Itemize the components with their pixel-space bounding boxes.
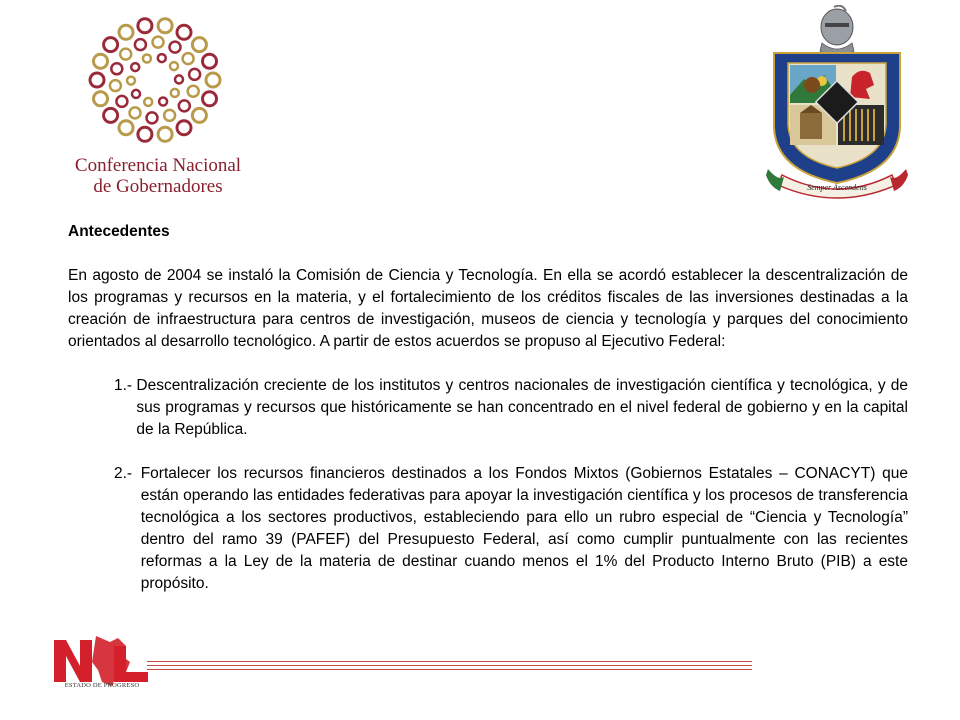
swirl-mark [171, 89, 179, 97]
swirl-mark [94, 54, 108, 68]
list-item-text: Fortalecer los recursos financieros destinados a los Fondos Mixtos (Gobiernos Estatales – CONACYT) que están operando las entidades federativas para apoyar la investigación científica y los procesos de transferencia tecnológica a los sectores productivos, estableciendo para ello un rubro especial de “Ciencia y Tecnología” dentro del ramo 39 (PAFEF) del Presupuesto Federal, así como cumplir puntualmente con las recientes reformas a la Ley de la materia de destinar cuando menos el 1% del Producto Interno Bruto (PIB) a este propósito. [140, 465, 908, 592]
swirl-mark [120, 49, 131, 60]
swirl-mark [135, 39, 146, 50]
swirl-mark [138, 127, 152, 141]
swirl-mark [179, 100, 190, 111]
footer-rule [147, 661, 752, 662]
swirl-mark [143, 55, 151, 63]
swirl-mark [104, 38, 118, 52]
swirl-mark [131, 63, 139, 71]
swirl-mark [170, 42, 181, 53]
footer-rule [147, 669, 752, 670]
swirl-mark [203, 92, 217, 106]
swirl-mark [116, 96, 127, 107]
intro-paragraph: En agosto de 2004 se instaló la Comisión de Ciencia y Tecnología. En ella se acordó establecer la descentralización de los programas y recursos en la materia, y el fortalecimiento de los créditos fiscales de las inversiones destinadas a la creación de infraestructura para centros de investigación, museos de ciencia y tecnología y parques del conocimiento orientados al desarrollo tecnológico. A partir de estos acuerdos se propuso al Ejecutivo Federal: [68, 267, 908, 350]
swirl-mark [170, 62, 178, 70]
swirl-mark [206, 73, 220, 87]
swirl-mark [119, 121, 133, 135]
swirl-mark [104, 108, 118, 122]
swirl-mark [192, 38, 206, 52]
swirl-mark [132, 90, 140, 98]
document-body [68, 221, 908, 617]
swirl-mark [192, 108, 206, 122]
helmet-icon [820, 6, 854, 56]
swirl-mark [158, 19, 172, 33]
nl-logo-caption: ESTADO DE PROGRESO [64, 682, 140, 689]
list-item-number: 2.- [114, 465, 141, 482]
swirl-mark [110, 80, 121, 91]
swirl-mark [127, 77, 135, 85]
swirl-mark [158, 127, 172, 141]
swirl-mark [188, 86, 199, 97]
swirl-mark [147, 112, 158, 123]
conago-logo [58, 10, 258, 200]
list-item [114, 375, 908, 441]
swirl-mark [177, 121, 191, 135]
conago-swirl-mark-icon [80, 10, 230, 150]
swirl-mark [119, 25, 133, 39]
nuevo-leon-coat-of-arms-icon [762, 5, 912, 200]
swirl-mark [203, 54, 217, 68]
conago-name-line1: Conferencia Nacional [74, 155, 242, 176]
swirl-mark [90, 73, 104, 87]
footer-rule [147, 665, 752, 666]
swirl-mark [111, 63, 122, 74]
section-heading: Antecedentes [68, 223, 170, 240]
list-item [114, 463, 908, 595]
swirl-mark [153, 37, 164, 48]
swirl-mark [183, 53, 194, 64]
swirl-mark [177, 25, 191, 39]
swirl-mark [159, 98, 167, 106]
shield-motto: Semper Ascendens [807, 183, 867, 192]
conago-name-line2: de Gobernadores [93, 176, 223, 197]
swirl-mark [144, 98, 152, 106]
swirl-mark [130, 107, 141, 118]
swirl-mark [158, 54, 166, 62]
list-item-number: 1.- [114, 377, 137, 394]
swirl-mark [164, 110, 175, 121]
conago-name [58, 155, 258, 197]
swirl-mark [175, 75, 183, 83]
swirl-mark [189, 69, 200, 80]
list-item-text: Descentralización creciente de los institutos y centros nacionales de investigación científica y tecnológica, y de sus programas y recursos que históricamente se han concentrado en el nivel federal de gobierno y en la capital de la República. [136, 377, 908, 438]
swirl-mark [138, 19, 152, 33]
swirl-mark [94, 92, 108, 106]
